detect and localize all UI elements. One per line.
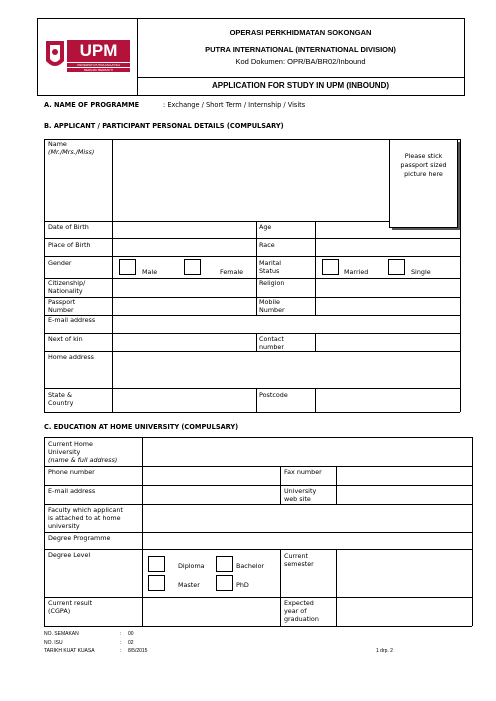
semakan-colon: : <box>120 631 122 637</box>
passport-label-line2: Number <box>48 306 74 314</box>
semakan-label: NO. SEMAKAN <box>44 631 79 637</box>
isu-colon: : <box>120 640 122 646</box>
age-field[interactable] <box>317 223 458 236</box>
diploma-label: Diploma <box>178 562 205 570</box>
semester-field[interactable] <box>338 551 470 595</box>
single-label: Single <box>411 268 431 276</box>
phd-checkbox[interactable] <box>216 575 233 591</box>
diploma-checkbox[interactable] <box>148 556 165 572</box>
photo-placeholder[interactable] <box>389 139 458 228</box>
graduation-label: Expected <box>284 599 314 607</box>
mobile-label: Mobile <box>259 298 280 306</box>
religion-field[interactable] <box>317 280 458 295</box>
email-field[interactable] <box>114 317 458 331</box>
married-label: Married <box>344 268 369 276</box>
logo-motto: BERILMU BERBAKTI <box>83 68 113 72</box>
postcode-field[interactable] <box>317 390 458 410</box>
contact-field[interactable] <box>317 335 458 349</box>
married-checkbox[interactable] <box>322 259 339 275</box>
document-code: Kod Dokumen: OPR/BA/BR02/Inbound <box>235 57 366 66</box>
graduation-label-line2: year of <box>284 607 307 615</box>
document-header <box>37 18 465 96</box>
state-country-label: State & <box>48 391 72 399</box>
phone-field[interactable] <box>144 468 278 483</box>
cgpa-label-line2: (CGPA) <box>48 607 71 615</box>
org-name: OPERASI PERKHIDMATAN SOKONGAN <box>229 28 372 37</box>
cgpa-label: Current result <box>48 599 93 607</box>
home-university-label-line2: University <box>48 448 81 456</box>
postcode-label: Postcode <box>259 391 288 399</box>
tarikh-label: TARIKH KUAT KUASA <box>44 648 95 654</box>
citizenship-label-line2: Nationality <box>48 287 83 295</box>
page-number: 1 drp. 2 <box>376 648 393 654</box>
uni-email-label: E-mail address <box>48 487 96 495</box>
home-address-label: Home address <box>48 353 95 361</box>
upm-logo <box>38 19 138 95</box>
bachelor-label: Bachelor <box>236 562 265 570</box>
semakan-value: 00 <box>128 631 134 637</box>
pob-label: Place of Birth <box>48 241 91 249</box>
website-label: University <box>284 487 317 495</box>
female-label: Female <box>220 268 244 276</box>
passport-field[interactable] <box>114 299 254 313</box>
passport-label: Passport <box>48 298 76 306</box>
citizenship-label: Citizenship/ <box>48 279 86 287</box>
phone-label: Phone number <box>48 468 95 476</box>
faculty-label-line2: is attached to at home <box>48 514 121 522</box>
semester-label-line2: semester <box>284 560 314 568</box>
phd-label: PhD <box>236 581 249 589</box>
home-university-hint: (name & full address) <box>48 456 118 464</box>
isu-value: 02 <box>128 640 134 646</box>
male-label: Male <box>142 268 158 276</box>
logo-text: UPM <box>79 41 118 60</box>
contact-label-line2: number <box>259 343 284 351</box>
religion-label: Religion <box>259 279 285 287</box>
semester-label: Current <box>284 552 309 560</box>
uni-email-field[interactable] <box>144 487 278 502</box>
home-university-field[interactable] <box>144 439 470 464</box>
race-label: Race <box>259 241 275 249</box>
website-label-line2: web site <box>284 495 311 503</box>
name-label: Name <box>48 140 67 148</box>
name-hint: (Mr./Mrs./Miss) <box>48 148 95 156</box>
dob-field[interactable] <box>114 223 254 236</box>
master-label: Master <box>178 581 200 589</box>
degree-programme-field[interactable] <box>144 534 470 547</box>
section-c-title: C. EDUCATION AT HOME UNIVERSITY (COMPULSARY) <box>44 423 239 431</box>
degree-level-label: Degree Level <box>48 551 91 559</box>
section-b-title: B. APPLICANT / PARTICIPANT PERSONAL DETAILS (COMPULSARY) <box>44 122 284 130</box>
isu-label: NO. ISU <box>44 640 63 646</box>
website-field[interactable] <box>338 487 470 502</box>
race-field[interactable] <box>317 241 458 254</box>
mobile-field[interactable] <box>317 299 458 313</box>
marital-label: Marital <box>259 259 282 267</box>
next-of-kin-label: Next of kin <box>48 335 83 343</box>
pob-field[interactable] <box>114 241 254 254</box>
photo-instruction: Please stick passport sized picture here <box>400 152 447 178</box>
email-label: E-mail address <box>48 316 96 324</box>
tarikh-colon: : <box>120 648 122 654</box>
fax-field[interactable] <box>338 468 470 483</box>
graduation-label-line3: graduation <box>284 615 319 623</box>
form-title: APPLICATION FOR STUDY IN UPM (INBOUND) <box>211 81 390 90</box>
state-country-field[interactable] <box>114 390 254 410</box>
dob-label: Date of Birth <box>48 223 89 231</box>
tarikh-value: 8/5/2015 <box>128 648 148 654</box>
faculty-label-line3: university <box>48 522 80 530</box>
graduation-field[interactable] <box>338 599 470 624</box>
faculty-label: Faculty which applicant <box>48 506 123 514</box>
division-name: PUTRA INTERNATIONAL (INTERNATIONAL DIVISION) <box>205 45 396 54</box>
gender-label: Gender <box>48 259 72 267</box>
female-checkbox[interactable] <box>184 259 201 275</box>
degree-programme-label: Degree Programme <box>48 534 111 542</box>
programme-options: : Exchange / Short Term / Internship / Visits <box>163 101 306 109</box>
mobile-label-line2: Number <box>259 306 285 314</box>
home-university-label: Current Home <box>48 440 93 448</box>
name-field[interactable] <box>114 141 386 219</box>
home-address-field[interactable] <box>114 353 458 386</box>
single-checkbox[interactable] <box>388 259 405 275</box>
faculty-field[interactable] <box>144 506 470 530</box>
next-of-kin-field[interactable] <box>114 335 254 349</box>
section-a-title: A. NAME OF PROGRAMME <box>44 101 140 109</box>
fax-label: Fax number <box>284 468 322 476</box>
cgpa-field[interactable] <box>144 599 278 624</box>
bachelor-checkbox[interactable] <box>216 556 233 572</box>
male-checkbox[interactable] <box>119 259 136 275</box>
citizenship-field[interactable] <box>114 280 254 295</box>
contact-label: Contact <box>259 335 284 343</box>
master-checkbox[interactable] <box>148 575 165 591</box>
state-country-label-line2: Country <box>48 399 74 407</box>
header-titles <box>137 19 464 78</box>
marital-label-line2: Status <box>259 267 280 275</box>
age-label: Age <box>259 223 272 231</box>
logo-subtitle: UNIVERSITI PUTRA MALAYSIA <box>76 63 121 67</box>
